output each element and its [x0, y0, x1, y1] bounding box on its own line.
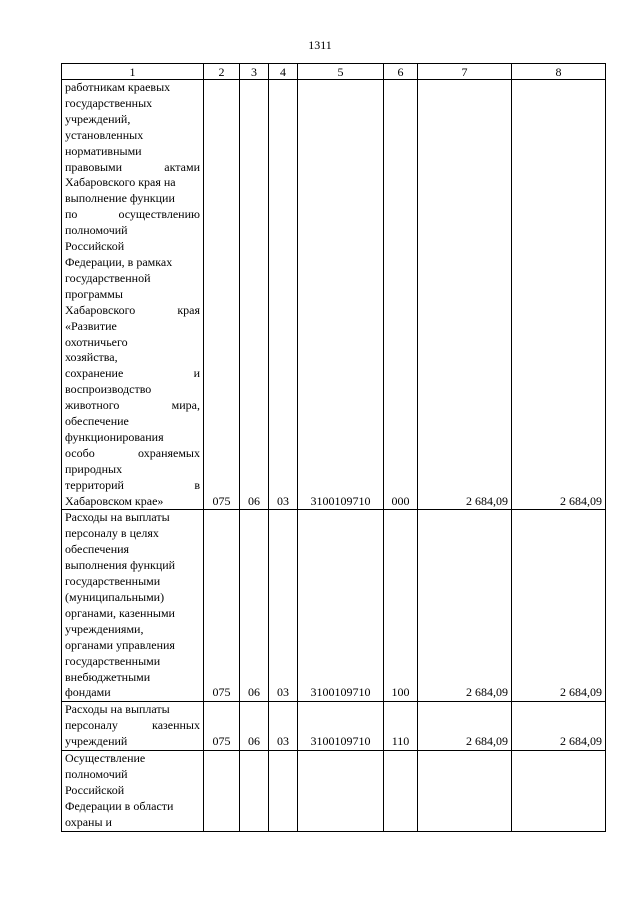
name-line: сохранение и	[65, 366, 200, 381]
code-subsection-cell: 03	[269, 510, 298, 702]
code-admin-cell: 075	[204, 80, 240, 510]
code-section-cell: 06	[240, 510, 269, 702]
row-name-cell	[62, 510, 204, 702]
name-line: органами управления	[65, 637, 175, 652]
name-line: обеспечение	[65, 414, 129, 429]
name-line: персоналу казенных	[65, 718, 200, 733]
code-expense-type-cell: 000	[384, 80, 418, 510]
amount-cell: 2 684,09	[418, 702, 512, 751]
name-line: фондами	[65, 685, 111, 700]
name-line: «Развитие	[65, 318, 117, 333]
name-line: территорий в	[65, 477, 200, 492]
name-line: животного мира,	[65, 398, 200, 413]
name-line: правовыми актами	[65, 159, 200, 174]
name-line: Хабаровского края на	[65, 175, 176, 190]
name-line: воспроизводство	[65, 382, 152, 397]
name-line: Осуществление	[65, 751, 146, 766]
code-target-cell	[298, 751, 384, 832]
name-line: учреждениями,	[65, 621, 144, 636]
code-subsection-cell: 03	[269, 702, 298, 751]
code-section-cell	[240, 751, 269, 832]
column-header: 2	[204, 64, 240, 80]
table-row	[62, 702, 606, 751]
table-row	[62, 751, 606, 832]
name-line: Хабаровском крае»	[65, 493, 164, 508]
name-line: государственными	[65, 653, 161, 668]
name-line: программы	[65, 286, 123, 301]
name-line: Федерации в области	[65, 798, 174, 813]
name-line: полномочий	[65, 223, 128, 238]
name-line: Федерации, в рамках	[65, 254, 173, 269]
amount-cell: 2 684,09	[512, 510, 606, 702]
code-expense-type-cell	[384, 751, 418, 832]
name-line: Российской	[65, 782, 125, 797]
name-line: Хабаровского края	[65, 302, 200, 317]
name-line: природных	[65, 461, 123, 476]
name-line: нормативными	[65, 143, 142, 158]
name-line: по осуществлению	[65, 207, 200, 222]
name-line: персоналу в целях	[65, 526, 159, 541]
code-expense-type-cell: 110	[384, 702, 418, 751]
name-line: работникам краевых	[65, 80, 171, 94]
amount-cell	[512, 751, 606, 832]
amount-cell	[418, 751, 512, 832]
column-header: 7	[418, 64, 512, 80]
name-line: особо охраняемых	[65, 445, 200, 460]
name-line: (муниципальными)	[65, 590, 165, 604]
code-section-cell: 06	[240, 80, 269, 510]
row-name-cell	[62, 702, 204, 751]
amount-cell: 2 684,09	[512, 702, 606, 751]
amount-cell: 2 684,09	[418, 80, 512, 510]
name-line: обеспечения	[65, 542, 130, 557]
name-line: охотничьего	[65, 334, 128, 349]
page-number: 1311	[308, 38, 332, 52]
row-name-cell	[62, 80, 204, 510]
name-line: полномочий	[65, 766, 128, 781]
row-name-cell	[62, 751, 204, 832]
code-target-cell: 3100109710	[298, 702, 384, 751]
budget-table	[61, 63, 606, 832]
column-header: 5	[298, 64, 384, 80]
name-line: охраны и	[65, 814, 112, 829]
name-line: государственными	[65, 574, 161, 589]
code-subsection-cell	[269, 751, 298, 832]
code-subsection-cell: 03	[269, 80, 298, 510]
name-line: учреждений,	[65, 111, 131, 126]
column-header: 1	[62, 64, 204, 80]
table-row	[62, 510, 606, 702]
header-row	[62, 64, 606, 80]
amount-cell: 2 684,09	[512, 80, 606, 510]
table-row	[62, 80, 606, 510]
amount-cell: 2 684,09	[418, 510, 512, 702]
name-line: Расходы на выплаты	[65, 510, 170, 525]
code-section-cell: 06	[240, 702, 269, 751]
name-line: Российской	[65, 239, 125, 254]
code-target-cell: 3100109710	[298, 80, 384, 510]
name-line: выполнения функций	[65, 558, 176, 573]
name-line: внебюджетными	[65, 669, 151, 684]
name-line: Расходы на выплаты	[65, 702, 170, 717]
code-target-cell: 3100109710	[298, 510, 384, 702]
name-line: органами, казенными	[65, 605, 175, 620]
name-line: государственной	[65, 270, 151, 285]
name-line: хозяйства,	[65, 350, 118, 365]
name-line: функционирования	[65, 429, 164, 444]
code-admin-cell	[204, 751, 240, 832]
name-line: выполнение функции	[65, 191, 175, 206]
column-header: 4	[269, 64, 298, 80]
code-admin-cell: 075	[204, 510, 240, 702]
column-header: 6	[384, 64, 418, 80]
code-admin-cell: 075	[204, 702, 240, 751]
name-line: установленных	[65, 127, 144, 142]
column-header: 3	[240, 64, 269, 80]
name-line: учреждений	[65, 734, 128, 749]
name-line: государственных	[65, 95, 153, 110]
code-expense-type-cell: 100	[384, 510, 418, 702]
column-header: 8	[512, 64, 606, 80]
